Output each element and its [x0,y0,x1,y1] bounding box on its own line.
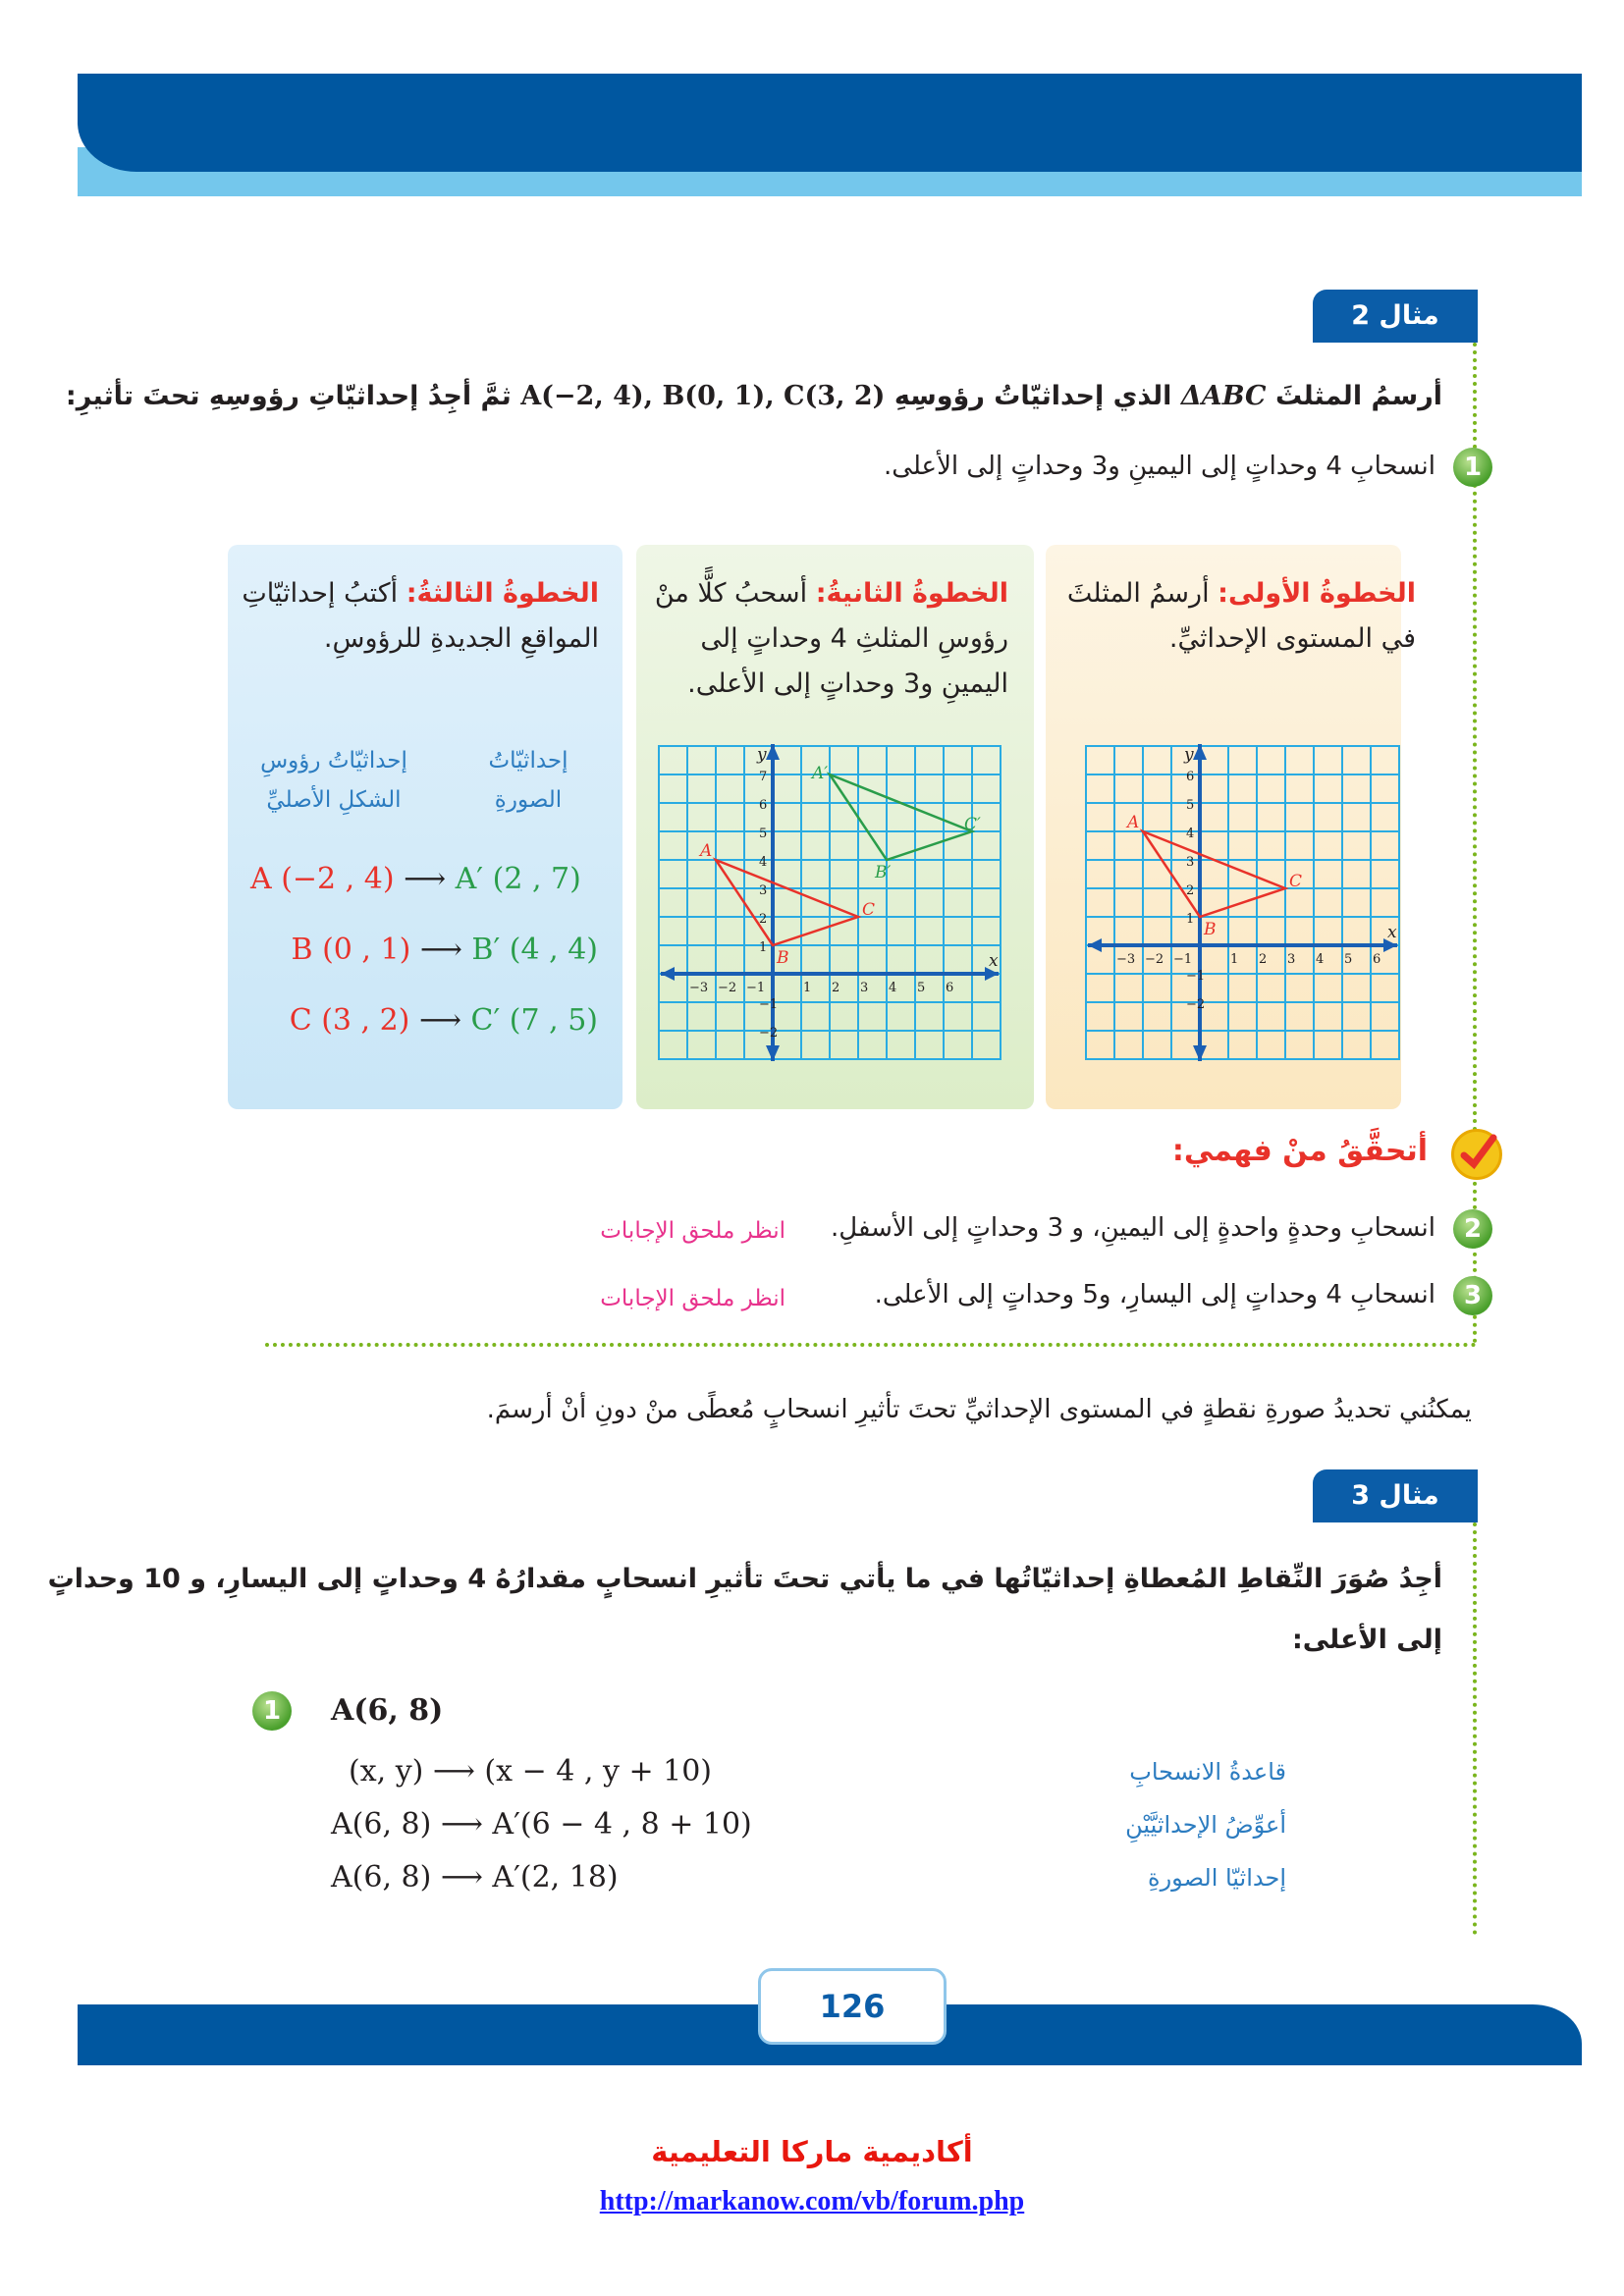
y-tick-label: 6 [1186,770,1195,784]
triangle-abc [716,860,858,945]
step-3-text: الخطوةُ الثالثةُ: أكتبُ إحداثيّاتِ المواقعِ الجديدةِ للرؤوسِ. [242,578,599,654]
graph-step-2 [651,738,1024,1067]
x-arrow-left [1088,938,1102,952]
y-tick-label: 1 [1186,912,1195,927]
x-tick-label: 5 [917,981,926,995]
item-1-badge: 1 [1453,448,1492,487]
x-tick-label: −3 [689,981,709,995]
x-tick-label: 4 [1316,952,1325,967]
example-3-border [1473,1522,1477,1935]
x-tick-label: 3 [1287,952,1296,967]
example-2-label: مثال 2 [1351,300,1439,331]
item-3-answer: انظر ملحق الإجابات [600,1286,785,1311]
y-tick-label: 2 [1186,883,1195,898]
x-tick-label: −1 [746,981,766,995]
step-2-title: الخطوةُ الثانيةُ: [815,578,1008,609]
x-tick-label: 1 [1230,952,1239,967]
check-title: أتحقَّقُ منْ فهمي: [1171,1134,1428,1168]
footer-link[interactable]: http://markanow.com/vb/forum.php [599,2186,1025,2216]
vertex-label-b: B [1204,920,1217,939]
work-row-1: (x, y) ⟶ (x − 4 , y + 10) [349,1754,712,1789]
y-tick-label: −2 [1186,997,1206,1012]
work-row-2: A(6, 8) ⟶ A′(6 − 4 , 8 + 10) [331,1807,752,1842]
ex3-item-1-badge: 1 [252,1691,292,1731]
ex3-work [331,1745,752,1904]
item-3-text: انسحابِ 4 وحداتٍ إلى اليسارِ، و5 وحداتٍ إلى الأعلى. [874,1280,1435,1309]
x-arrow-left [661,967,675,981]
y-axis-label: y [757,745,767,765]
x-tick-label: 3 [860,981,869,995]
example-3-tab [1313,1469,1478,1522]
vertex-label-a: A [1127,813,1140,832]
x-axis-label: x [989,951,999,971]
triangle-abc [1143,831,1285,917]
image-vertex-label-3: C′ [964,815,981,834]
page-number: 126 [758,1968,947,2045]
item-2-answer: انظر ملحق الإجابات [600,1218,785,1244]
footer-link-wrap [0,2186,1624,2217]
x-tick-label: 6 [1373,952,1381,967]
example-3-label: مثال 3 [1351,1480,1439,1511]
vertex-label-b: B [777,948,789,968]
step-1-text: الخطوةُ الأولى: أرسمُ المثلثَ في المستوى الإحداثيِّ. [1066,578,1416,654]
checkmark-icon [1451,1129,1502,1180]
example-3-prompt-line-1: أجِدُ صُوَرَ النِّقاطِ المُعطاةِ إحداثيّاتُها في ما يأتي تحتَ تأثيرِ انسحابٍ مقدارُهُ 4 وحداتٍ إلى اليسارِ، و 10 وحداتٍ [47,1564,1442,1594]
step-3-title: الخطوةُ الثالثةُ: [406,578,599,609]
y-tick-label: −2 [759,1026,779,1041]
mapping-row-b: B (0 , 1) ⟶ B′ (4 , 4) [291,933,598,967]
header-band-dark [78,74,1582,172]
mapping-row-a: A (−2 , 4) ⟶ A′ (2 , 7) [250,862,581,896]
vertex-label-a: A [700,841,713,861]
x-tick-label: −1 [1173,952,1193,967]
work-note-3: إحداثيّا الصورةِ [1148,1864,1286,1892]
item-1-text: انسحابِ 4 وحداتٍ إلى اليمينِ و3 وحداتٍ إلى الأعلى. [884,452,1435,481]
y-tick-label: 5 [1186,798,1195,813]
mapping-list [250,844,604,1056]
col-image-header: إحداثيّاتُ الصورةِ [488,748,568,813]
x-tick-label: 2 [832,981,840,995]
x-axis-label: x [1387,923,1397,942]
work-note-2: أعوِّضُ الإحداثيَّيْنِ [1125,1811,1286,1839]
example-2-tab [1313,290,1478,343]
ex3-item-point: A(6, 8) [331,1693,444,1728]
y-tick-label: 4 [759,855,768,870]
x-tick-label: −2 [718,981,737,995]
y-tick-label: 7 [759,770,768,784]
x-tick-label: 5 [1344,952,1353,967]
y-tick-label: 1 [759,940,768,955]
y-tick-label: −1 [1186,969,1206,984]
item-3-badge: 3 [1453,1276,1492,1315]
example-2-border [1473,343,1477,1344]
x-tick-label: 1 [803,981,812,995]
y-tick-label: 2 [759,912,768,927]
example-2-bottom-border [265,1343,1477,1347]
y-tick-label: 3 [759,883,768,898]
x-tick-label: −3 [1116,952,1136,967]
item-2-text: انسحابِ وحدةٍ واحدةٍ إلى اليمينِ، و 3 وحداتٍ إلى الأسفلِ. [831,1213,1435,1243]
work-note-1: قاعدةُ الانسحابِ [1129,1758,1286,1786]
example-3-prompt-line-2: إلى الأعلى: [1291,1625,1442,1655]
work-row-3: A(6, 8) ⟶ A′(2, 18) [331,1860,619,1895]
x-tick-label: 6 [946,981,954,995]
x-tick-label: 2 [1259,952,1268,967]
footer-site-name: أكاديمية ماركا التعليمية [651,2135,973,2168]
intro-text: يمكنُني تحديدُ صورةِ نقطةٍ في المستوى الإحداثيِّ تحتَ تأثيرِ انسحابٍ مُعطًى منْ دونِ أنْ أرسمَ. [486,1395,1472,1424]
y-tick-label: 5 [759,827,768,841]
step-2-text: الخطوةُ الثانيةُ: أسحبُ كلًّا منْ رؤوسِ المثلثِ 4 وحداتٍ إلى اليمينِ و3 وحداتٍ إلى الأعلى. [654,578,1008,699]
y-tick-label: 3 [1186,855,1195,870]
x-tick-label: 4 [889,981,897,995]
y-tick-label: −1 [759,997,779,1012]
mapping-row-c: C (3 , 2) ⟶ C′ (7 , 5) [289,1003,598,1038]
graph-step-1 [1078,738,1408,1067]
vertex-label-c: C [862,900,876,920]
item-2-badge: 2 [1453,1209,1492,1249]
y-axis-label: y [1184,745,1194,765]
y-tick-label: 4 [1186,827,1195,841]
vertex-label-c: C [1289,872,1303,891]
triangle-image [830,774,972,860]
col-orig-header: إحداثيّاتُ رؤوسِ الشكلِ الأصليِّ [260,748,407,813]
image-vertex-label-1: A′ [812,764,829,783]
step-1-title: الخطوةُ الأولى: [1218,578,1416,609]
image-vertex-label-2: B′ [875,863,892,882]
y-tick-label: 6 [759,798,768,813]
example-2-prompt: أرسمُ المثلثَ ΔABC الذي إحداثيّاتُ رؤوسِهِ A(−2, 4), B(0, 1), C(3, 2) ثمَّ أجِدُ إحداثيّاتِ رؤوسِهِ تحتَ تأثيرِ: [65,381,1442,411]
ex3-notes [1021,1745,1286,1904]
x-tick-label: −2 [1145,952,1164,967]
